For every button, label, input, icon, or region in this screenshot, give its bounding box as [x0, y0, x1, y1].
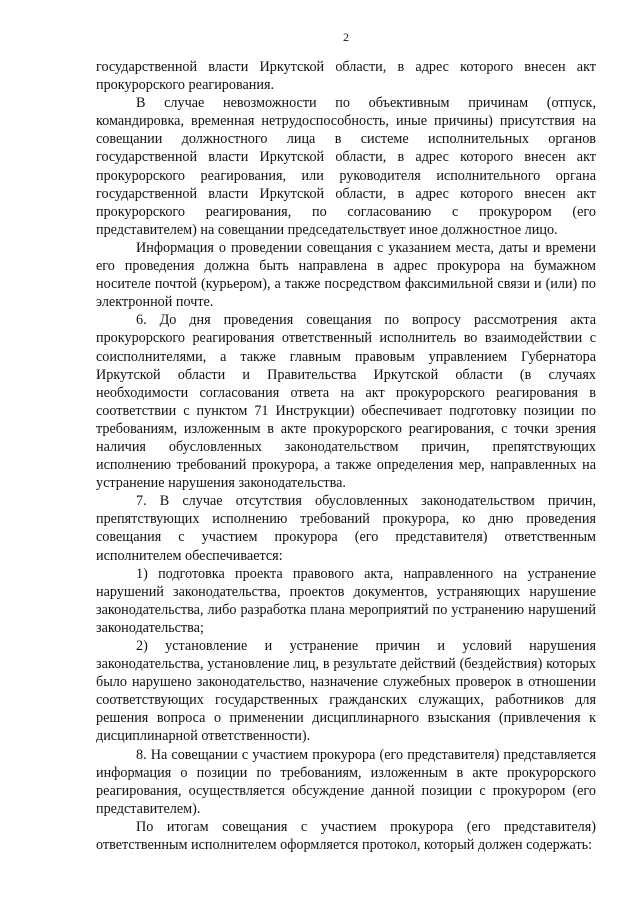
paragraph: Информация о проведении совещания с указанием места, даты и времени его проведения должна быть направлена в адрес прокурора на бумажном носителе почтой (курьером), а также посредством факсимильной связи и (или) по электронной почте.	[96, 239, 596, 311]
document-page	[96, 30, 596, 854]
paragraph: 6. До дня проведения совещания по вопросу рассмотрения акта прокурорского реагирования ответственный исполнитель во взаимодействии с соисполнителями, а также главным правовым управлением Губернатора Иркутской области и Правительства Иркутской области (в случаях необходимости согласования ответа на акт прокурорского реагирования в соответствии с пунктом 71 Инструкции) обеспечивает подготовку позиции по требованиям, изложенным в акте прокурорского реагирования, с точки зрения наличия обусловленных законодательством причин, препятствующих исполнению требований прокурора, а также определения мер, направленных на устранение нарушения законодательства.	[96, 312, 596, 492]
document-body	[96, 58, 596, 854]
paragraph: В случае невозможности по объективным причинам (отпуск, командировка, временная нетрудоспособность, иные причины) присутствия на совещании должностного лица в системе исполнительных органов государственной власти Иркутской области, в адрес которого внесен акт прокурорского реагирования, или руководителя исполнительного органа государственной власти Иркутской области, в адрес которого внесен акт прокурорского реагирования, по согласованию с прокурором (его представителем) на совещании председательствует иное должностное лицо.	[96, 95, 596, 238]
paragraph: По итогам совещания с участием прокурора (его представителя) ответственным исполнителем оформляется протокол, который должен содержать:	[96, 818, 596, 854]
paragraph: 1) подготовка проекта правового акта, направленного на устранение нарушений законодательства, проектов документов, устраняющих нарушение законодательства, либо разработка плана мероприятий по устранению нарушений законодательства;	[96, 565, 596, 636]
paragraph: 7. В случае отсутствия обусловленных законодательством причин, препятствующих исполнению требований прокурора, ко дню проведения совещания с участием прокурора (его представителя) ответственным исполнителем обеспечивается:	[96, 493, 596, 564]
page-number: 2	[343, 30, 349, 44]
paragraph: 2) установление и устранение причин и условий нарушения законодательства, установление лиц, в результате действий (бездействия) которых было нарушено законодательство, назначение служебных проверок в отношении соответствующих государственных гражданских служащих, работников для решения вопроса о применении дисциплинарного взыскания (привлечения к дисциплинарной ответственности).	[96, 638, 596, 745]
paragraph: государственной власти Иркутской области, в адрес которого внесен акт прокурорского реагирования.	[96, 59, 596, 94]
paragraph: 8. На совещании с участием прокурора (его представителя) представляется информация о позиции по требованиям, изложенным в акте прокурорского реагирования, осуществляется обсуждение данной позиции с прокурором (его представителем).	[96, 746, 596, 817]
